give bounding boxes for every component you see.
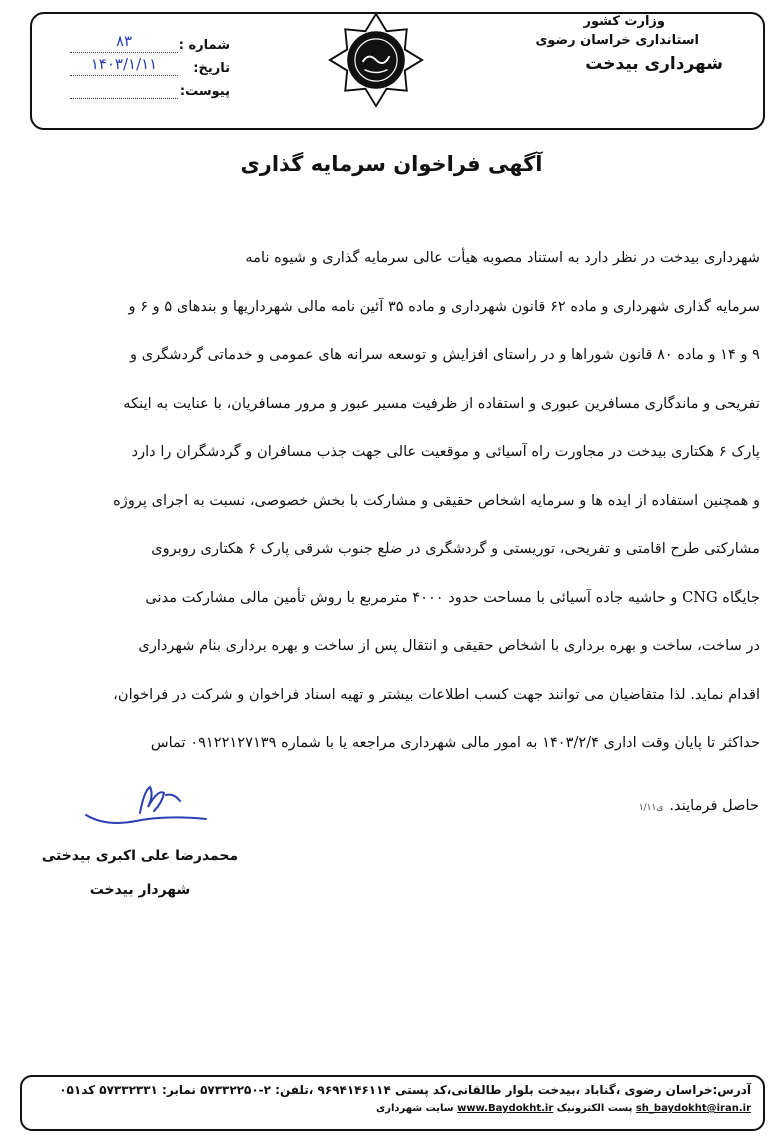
body-line: ۹ و ۱۴ و ماده ۸۰ قانون شوراها و در راستای افزایش و توسعه سرانه های عمومی و خدماتی گردشگری و [130, 346, 760, 363]
municipality-name: شهرداری بیدخت [585, 54, 723, 74]
ministry-block [493, 14, 723, 74]
ministry-name: وزارت کشور [583, 14, 665, 29]
handwritten-signature [80, 775, 220, 835]
body-line: شهرداری بیدخت در نظر دارد به استناد مصوبه هیأت عالی سرمایه گذاری و شیوه نامه [245, 249, 760, 266]
body-line: در ساخت، ساخت و بهره برداری با اشخاص حقیقی و انتقال پس از ساخت و بهره برداری بنام شهرداری [138, 637, 760, 654]
email-link[interactable]: sh_baydokht@iran.ir [635, 1103, 751, 1114]
date-row [70, 53, 230, 76]
announcement-body [38, 247, 760, 781]
attachment-row [70, 76, 230, 99]
body-line: و همچنین استفاده از ایده ها و سرمایه اشخاص حقیقی و مشارکت با بخش خصوصی، نسبت به اجرای پروژه [113, 491, 760, 509]
body-line: مشارکتی طرح اقامتی و تفریحی، توریستی و گردشگری در ضلع جنوب شرقی پارک ۶ هکتاری روبروی [151, 540, 760, 557]
closing-annotation: ی۱/۱۱ [638, 803, 664, 813]
footer-address: آدرس:خراسان رضوی ،گناباد ،بیدخت بلوار طالقانی،کد پستی ۹۶۹۴۱۴۶۱۱۴ ،تلفن: ۲-۵۷۳۳۲۲۵۰ نمابر: ۵۷۳۳۲۳۳۱ کد۰۵۱ [59, 1083, 751, 1097]
date-label: تاریخ: [193, 61, 230, 76]
signer-name: محمدرضا علی اکبری بیدختی [41, 848, 239, 864]
signer-position: شهردار بیدخت [89, 882, 191, 898]
body-line: تفریحی و ماندگاری مسافرین عبوری و استفاده از ظرفیت مسیر عبور و مرور مسافریان، با عنایت به اینکه [123, 394, 760, 412]
footer-contact [20, 1075, 765, 1131]
attachment-value [70, 78, 178, 99]
website-link[interactable]: www.Baydokht.ir [457, 1103, 554, 1114]
body-line: پارک ۶ هکتاری بیدخت در مجاورت راه آسیائی و موقعیت عالی جهت جذب مسافران و گردشگران را دارد [131, 443, 760, 460]
governorate-name: استانداری خراسان رضوی [535, 33, 699, 48]
body-line: جایگاه CNG و حاشیه جاده آسیائی با مساحت حدود ۴۰۰۰ مترمربع با روش تأمین مالی مشارکت مدنی [145, 588, 760, 606]
date-value: ۱۴۰۳/۱/۱۱ [70, 55, 178, 76]
letter-meta [70, 30, 230, 99]
attachment-label: پیوست: [179, 84, 230, 99]
website-label: سایت شهرداری [376, 1103, 454, 1114]
body-line: حداکثر تا پایان وقت اداری ۱۴۰۳/۲/۴ به امور مالی شهرداری مراجعه یا با شماره ۰۹۱۲۲۱۲۷۱۳۹ تماس [150, 734, 760, 751]
closing-line [639, 797, 759, 814]
body-line: سرمایه گذاری شهرداری و ماده ۶۲ قانون شهرداری و ماده ۳۵ آئین نامه مالی شهرداریها و بندهای ۵ و ۶ و [128, 297, 760, 315]
footer-links [34, 1103, 751, 1114]
closing-text: حاصل فرمایند. [669, 797, 759, 814]
municipality-emblem-logo [328, 12, 424, 108]
signer-block [40, 848, 240, 898]
number-value: ۸۳ [70, 32, 178, 53]
document-title: آگهی فراخوان سرمایه گذاری [240, 152, 543, 176]
number-row [70, 30, 230, 53]
body-line: اقدام نماید. لذا متقاضیان می توانند جهت کسب اطلاعات بیشتر و تهیه اسناد فراخوان و شرکت در فراخوان، [113, 685, 760, 703]
number-label: شماره : [178, 38, 230, 53]
email-label: پست الکترونیک [556, 1103, 633, 1114]
